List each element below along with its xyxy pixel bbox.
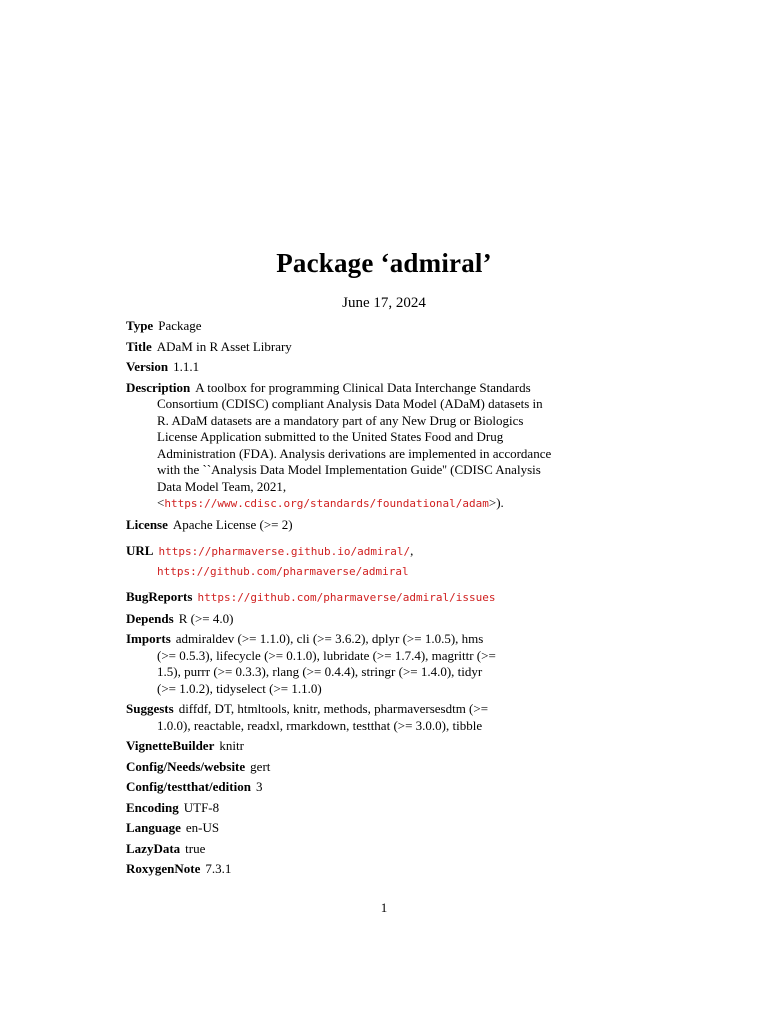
field-vignettebuilder (126, 738, 556, 755)
field-language (126, 820, 556, 837)
field-roxygennote (126, 861, 556, 878)
field-value: Apache License (>= 2) (172, 516, 293, 532)
field-config-needs-website (126, 759, 556, 776)
bugreports-link[interactable]: https://github.com/pharmaverse/admiral/issues (197, 591, 496, 604)
field-key: License (126, 516, 168, 532)
field-key: Imports (126, 631, 171, 646)
field-encoding (126, 800, 556, 817)
field-key: Encoding (126, 799, 179, 815)
field-key: Config/Needs/website (126, 758, 246, 774)
field-license (126, 517, 556, 534)
field-value: diffdf, DT, htmltools, knitr, methods, pharmaversesdtm (>= 1.0.0), reactable, readxl, rmarkdown, testthat (>= 3.0.0), tibble (157, 701, 489, 733)
field-value: 3 (255, 779, 263, 794)
field-value: ADaM in R Asset Library (156, 338, 292, 354)
field-lazydata (126, 841, 556, 858)
cdisc-link[interactable]: https://www.cdisc.org/standards/foundational/adam (164, 497, 489, 510)
field-key: BugReports (126, 589, 193, 604)
field-suggests (126, 701, 512, 734)
field-key: Type (126, 318, 154, 333)
link-open: < (157, 495, 165, 510)
homepage-link[interactable]: https://pharmaverse.github.io/admiral/ (158, 545, 411, 558)
field-value: R (>= 4.0) (178, 610, 234, 626)
field-title (126, 339, 556, 356)
page-number: 1 (380, 900, 388, 915)
field-depends (126, 611, 556, 628)
field-value: A toolbox for programming Clinical Data Interchange Standards Consortium (CDISC) compliant Analysis Data Model (ADaM) datasets in R. ADaM datasets are a mandatory part of any New Drug or Biologics License Application submitted to the United States Food and Drug Administration (FDA). Analysis derivations are implemented in accordance with the ``Analysis Data Model Implementation Guide'' (CDISC Analysis Data Model Team, 2021, (157, 379, 552, 494)
field-value: admiraldev (>= 1.1.0), cli (>= 3.6.2), dplyr (>= 1.0.5), hms (>= 0.5.3), lifecycle (>= 0.1.0), lubridate (>= 1.7.4), magrittr (>= 1.5), purrr (>= 0.3.3), rlang (>= 0.4.4), stringr (>= 1.4.0), tidyr (>= 1.0.2), tidyselect (>= 1.1.0) (157, 631, 496, 696)
field-key: Suggests (126, 701, 174, 716)
field-key: LazyData (126, 840, 181, 856)
package-date: June 17, 2024 (342, 295, 426, 311)
field-key: Description (126, 379, 191, 395)
field-version (126, 359, 556, 376)
field-value: 1.1.1 (173, 359, 200, 374)
field-imports (126, 631, 497, 697)
package-fields (126, 318, 556, 882)
package-title: Package ‘admiral’ (276, 248, 492, 278)
field-url (126, 541, 556, 581)
field-key: URL (126, 543, 154, 558)
field-key: Version (126, 359, 169, 374)
field-config-testthat-edition (126, 779, 556, 796)
field-key: Language (126, 820, 181, 835)
field-bugreports (126, 589, 556, 607)
github-link[interactable]: https://github.com/pharmaverse/admiral (157, 565, 409, 578)
field-key: RoxygenNote (126, 861, 201, 876)
field-key: VignetteBuilder (126, 738, 215, 753)
field-value: 7.3.1 (205, 861, 232, 876)
field-value: knitr (219, 738, 244, 753)
field-value: Package (158, 318, 202, 333)
field-key: Config/testthat/edition (126, 779, 251, 794)
field-value: UTF-8 (183, 799, 220, 815)
field-key: Title (126, 338, 152, 354)
url-separator: , (410, 543, 414, 558)
link-close: >). (488, 495, 504, 510)
field-value: gert (250, 758, 271, 774)
field-description (126, 380, 556, 513)
field-value: en-US (185, 820, 220, 835)
field-key: Depends (126, 610, 174, 626)
field-value: true (185, 840, 206, 856)
field-type (126, 318, 556, 335)
